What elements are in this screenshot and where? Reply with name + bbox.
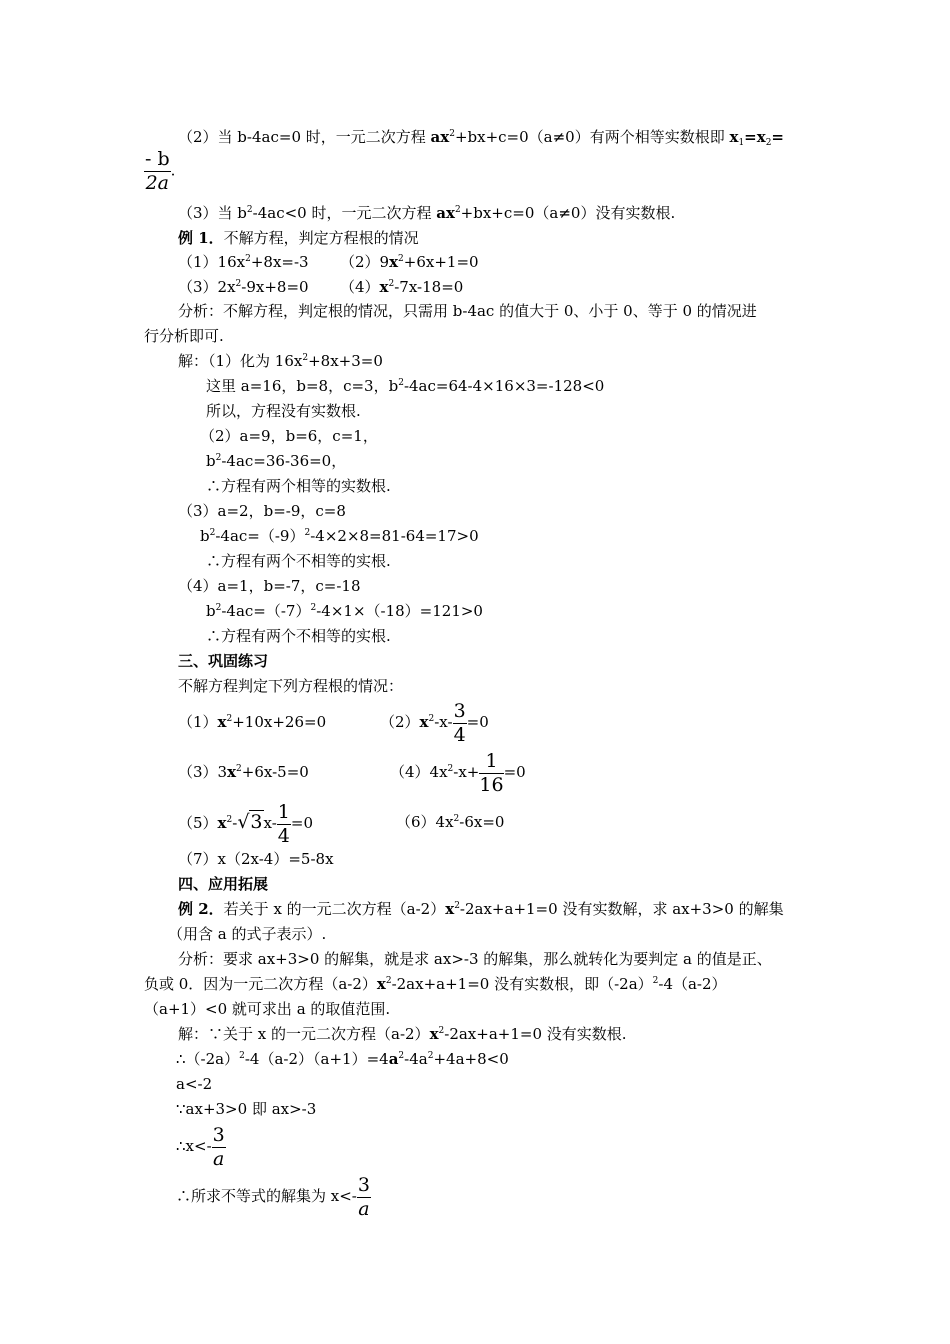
analysis-2-line-2 [144,974,727,994]
text: -9x+8=0 [241,278,309,296]
radicand: 3 [250,811,263,833]
solution-4-disc [206,601,483,621]
fraction-3-over-a-final [357,1173,371,1220]
text: （3）2x [178,278,236,296]
sup: 2 [398,1051,405,1061]
sup: 2 [453,814,460,824]
sup: 2 [447,764,454,774]
text: +8x+3=0 [308,352,383,370]
exercise-5 [178,798,313,847]
sup: 2 [398,254,404,264]
exercise-1 [178,712,326,732]
text: 解：∵关于 x 的一元二次方程（a-2） [178,1025,430,1043]
text: = [771,128,784,146]
text: -4ac=64-4×16×3=-128<0 [403,377,605,395]
solution-3-disc [200,526,479,546]
sup: 2 [388,279,395,289]
numerator: 1 [479,752,503,774]
text: -2ax+a+1=0 没有实数解，求 ax+3>0 的解集 [459,900,784,918]
rule-3-line [178,203,675,223]
text: x- [263,814,277,832]
sqrt-3: √3 [237,811,263,833]
solution-ex2-line-2 [176,1049,509,1069]
exercise-7: （7）x（2x-4）=5-8x [178,850,334,868]
text: =0 [503,763,526,781]
sup: 2 [302,353,309,363]
denominator: a [213,1147,225,1170]
text: +6x+1=0 [403,253,479,271]
fraction-1-16 [479,749,504,796]
text: ax [436,204,455,222]
text: -4（a-2）（a+1）=4 [244,1050,389,1068]
solution-1-line [178,351,383,371]
text: x [227,763,237,781]
exercise-4 [390,748,526,796]
fraction-3-4 [453,699,467,746]
text: =0 [290,814,313,832]
text: -4ac=（-7） [221,602,311,620]
numerator: 3 [453,699,466,722]
solution-ex2-line-6 [176,1172,371,1220]
rule-2-line [178,127,784,147]
text: （2） [380,713,420,731]
text: +bx+c=0（a≠0）没有实数根. [460,204,676,222]
sup: 2 [454,901,460,911]
text: （4）4x [390,763,448,781]
denominator: 16 [479,773,504,796]
exercise-6 [396,812,504,832]
text: b [206,452,216,470]
text: （4） [340,278,380,296]
numerator: 1 [277,800,290,823]
text: 例 2． [178,900,224,918]
text: . [170,161,176,180]
text: -4ac=（-9） [215,527,305,545]
text: +10x+26=0 [232,713,327,731]
sup: 2 [310,603,317,613]
sup: 2 [428,714,435,724]
text: b [200,527,210,545]
analysis-2-line-3: （a+1）<0 就可求出 a 的取值范围. [144,1000,391,1018]
fraction-3-over-a [212,1123,226,1170]
text: +8x=-3 [250,253,309,271]
sup: 2 [398,378,404,388]
text: ∴所求不等式的解集为 x<- [176,1187,357,1205]
text: 不解方程，判定方程根的情况 [223,229,419,247]
text: ∴x<- [176,1137,212,1155]
denominator: 4 [277,824,290,847]
analysis-2-line-1: 分析：要求 ax+3>0 的解集，就是求 ax>-3 的解集，那么就转化为要判定 a 的值是正、 [178,950,772,968]
text: （5） [178,814,218,832]
solution-3-params: （3）a=2，b=-9，c=8 [178,502,346,520]
text: ax [430,128,450,146]
solution-ex2-line-4: ∵ax+3>0 即 ax>-3 [176,1100,317,1118]
sup: 2 [226,714,233,724]
example-1-eq-1 [178,252,309,272]
sub: 2 [765,138,772,148]
example-1-eq-4 [340,277,463,297]
text: 解：（1）化为 16x [178,352,303,370]
text: x [217,713,227,731]
solution-2-disc [206,451,346,471]
text: b [206,602,216,620]
solution-ex2-line-5 [176,1122,226,1170]
text: -2ax+a+1=0 没有实数根. [444,1025,627,1043]
sup: 2 [427,1051,434,1061]
text: （1） [178,713,218,731]
text: -4a [404,1050,428,1068]
sup: 2 [235,279,242,289]
solution-1-params [206,376,604,396]
solution-ex2-line-3: a<-2 [176,1075,213,1093]
sup: 2 [236,764,242,774]
solution-ex2-line-1 [178,1024,627,1044]
text: 负或 0．因为一元二次方程（a-2） [144,975,377,993]
solution-2-params: （2）a=9，b=6，c=1， [200,427,378,445]
text: x [379,278,389,296]
solution-4-result: ∴方程有两个不相等的实根. [206,627,391,645]
sup: 2 [215,603,222,613]
text: +4a+8<0 [433,1050,509,1068]
fraction-neg-b-over-2a [144,150,171,193]
numerator: 3 [212,1123,225,1146]
rule-2-fraction [144,150,175,193]
text: -x+ [453,763,480,781]
solution-1-result: 所以，方程没有实数根. [206,402,361,420]
denominator: 2a [145,172,170,194]
text: -4（a-2） [658,975,727,993]
example-1-eq-3 [178,277,309,297]
text: -x- [434,713,453,731]
text: （2）9 [340,253,390,271]
text: （3）3 [178,763,228,781]
text: =0 [466,713,489,731]
sup: 2 [438,1026,445,1036]
text: 若关于 x 的一元二次方程（a-2） [223,900,446,918]
sup: 2 [449,129,455,139]
text: -4ac=36-36=0， [221,452,347,470]
text: x [429,1025,439,1043]
text: 例 1． [178,229,224,247]
example-2-line-1 [178,899,784,919]
analysis-1-line-2: 行分析即可. [144,327,224,345]
text: - [232,814,238,832]
text: -2ax+a+1=0 没有实数根，即（-2a） [391,975,653,993]
solution-3-result: ∴方程有两个不相等的实根. [206,552,391,570]
sub: 1 [738,138,745,148]
sup: 2 [209,528,216,538]
numerator: 3 [357,1173,370,1196]
sup: 2 [239,1051,245,1061]
text: -6x=0 [459,813,505,831]
text: 这里 a=16，b=8，c=3，b [206,377,399,395]
text: -4ac<0 时，一元二次方程 [252,204,437,222]
text: -4×2×8=81-64=17>0 [310,527,479,545]
solution-2-result: ∴方程有两个相等的实数根. [206,477,391,495]
text: +6x-5=0 [241,763,309,781]
example-1-title [178,228,419,248]
sup: 2 [226,815,233,825]
sup: 2 [385,976,392,986]
exercise-2 [380,698,489,746]
exercise-3 [178,762,309,782]
numerator: - b [145,148,170,170]
text: （3）当 b [178,204,247,222]
text: x [729,128,739,146]
text: +bx+c=0（a≠0）有两个相等实数根即 [454,128,730,146]
text: -7x-18=0 [394,278,464,296]
sup: 2 [215,453,222,463]
text: （2）当 b-4ac=0 时，一元二次方程 [178,128,431,146]
text: =x [744,128,766,146]
example-1-eq-2 [340,252,479,272]
text: x [217,814,227,832]
analysis-1-line-1: 分析：不解方程，判定根的情况，只需用 b-4ac 的值大于 0、小于 0、等于 0 的情况进 [178,302,757,320]
text: （1）16x [178,253,246,271]
text: x [419,713,429,731]
sup: 2 [245,254,251,264]
section-3-heading: 三、巩固练习 [178,652,269,670]
denominator: 4 [453,723,466,746]
text: （6）4x [396,813,454,831]
text: ∴（-2a） [176,1050,240,1068]
section-3-intro: 不解方程判定下列方程根的情况： [178,677,404,695]
sup: 2 [652,976,659,986]
sup: 2 [246,205,253,215]
solution-4-params: （4）a=1，b=-7，c=-18 [178,577,361,595]
sup: 2 [304,528,311,538]
text: a [388,1050,399,1068]
fraction-1-4 [277,800,291,847]
denominator: a [358,1197,370,1220]
text: x [389,253,399,271]
example-2-line-2: （用含 a 的式子表示）. [168,925,327,943]
text: x [445,900,455,918]
text: x [376,975,386,993]
text: -4×1×（-18）=121>0 [316,602,483,620]
sup: 2 [454,205,461,215]
section-4-heading: 四、应用拓展 [178,875,269,893]
